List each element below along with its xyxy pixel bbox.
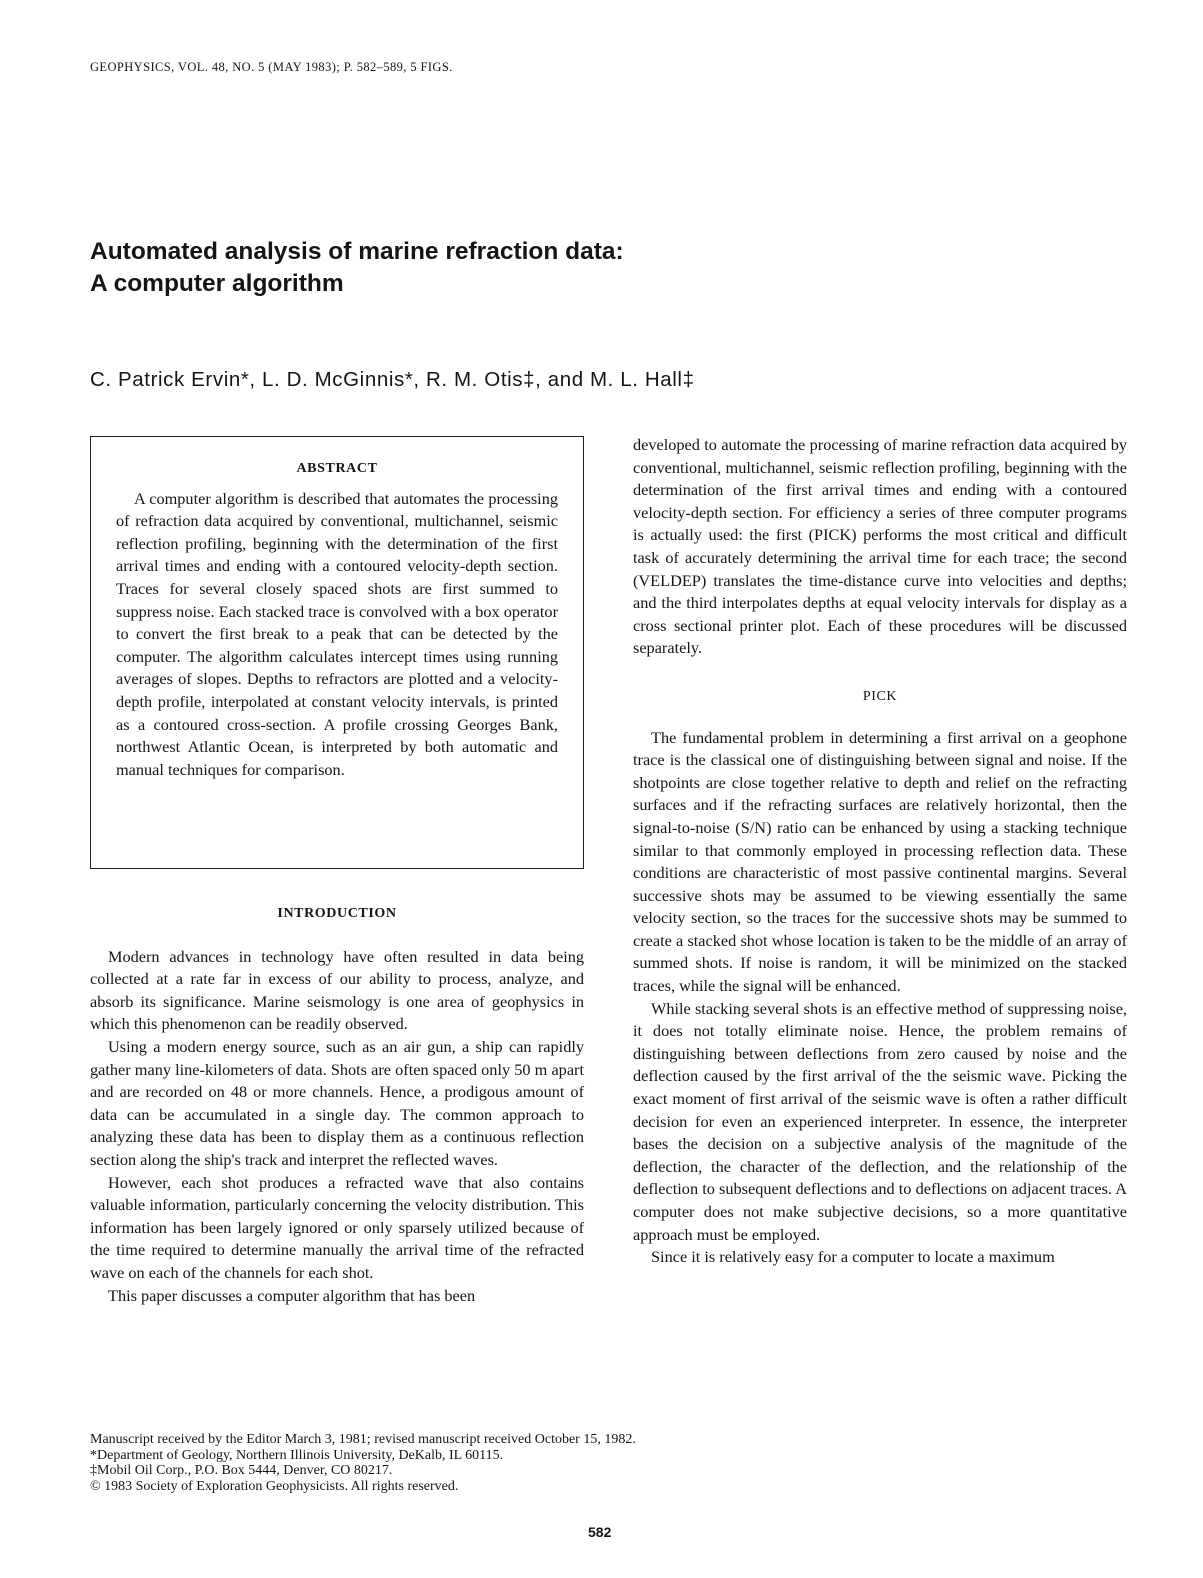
abstract-text: A computer algorithm is described that automates the processing of refraction data acquired by conventional, multichannel, seismic reflection profiling, beginning with the determination of the first arrival times and ending with a contoured velocity-depth section. Traces for several closely spaced shots are first summed to suppress noise. Each stacked trace is convolved with a box operator to convert the first break to a peak that can be detected by the computer. The algorithm calculates intercept times using running averages of slopes. Depths to refractors are plotted and a velocity-depth profile, interpolated at constant velocity intervals, is printed as a contoured cross-section. A profile crossing Georges Bank, northwest Atlantic Ocean, is interpreted by both automatic and manual techniques for comparison. xyxy=(116,488,558,779)
footnote-manuscript: Manuscript received by the Editor March 3, 1981; revised manuscript received October 15, 1982. xyxy=(90,1432,636,1447)
pick-paragraph: Since it is relatively easy for a computer to locate a maximum xyxy=(651,1247,1055,1267)
abstract-box xyxy=(90,436,584,869)
page-number: 582 xyxy=(588,1524,612,1540)
title-line-1: Automated analysis of marine refraction data: xyxy=(90,238,624,265)
running-head: GEOPHYSICS, VOL. 48, NO. 5 (MAY 1983); P. 582–589, 5 FIGS. xyxy=(90,60,453,74)
continuation-paragraph: developed to automate the processing of marine refraction data acquired by conventional, multichannel, seismic reflection profiling, beginning with the determination of the first arrival times and ending with a contoured velocity-depth section. For efficiency a series of three computer programs is actually used: the first (PICK) performs the most critical and difficult task of accurately determining the arrival time for each trace; the second (VELDEP) translates the time-distance curve into velocities and depths; and the third interpolates depths at equal velocity intervals for display as a cross sectional printer plot. Each of these procedures will be discussed separately. xyxy=(633,435,1127,658)
footnotes xyxy=(90,1432,636,1494)
intro-paragraph: This paper discusses a computer algorithm that has been xyxy=(108,1285,476,1305)
article-title xyxy=(90,236,890,300)
introduction-heading: INTRODUCTION xyxy=(277,906,397,921)
footnote-affiliation-mobil: ‡Mobil Oil Corp., P.O. Box 5444, Denver, CO 80217. xyxy=(90,1463,393,1478)
intro-paragraph: Using a modern energy source, such as an air gun, a ship can rapidly gather many line-kilometers of data. Shots are often spaced only 50 m apart and are recorded on 48 or more channels. Hence, a prodigous amount of data can be accumulated in a single day. The common approach to analyzing these data has been to display them as a continuous reflection section along the ship's track and interpret the reflected waves. xyxy=(90,1036,584,1169)
pick-paragraph: The fundamental problem in determining a first arrival on a geophone trace is the classical one of distinguishing between signal and noise. If the shotpoints are close together relative to depth and relief on the refracting surfaces and if the refracting surfaces are relatively horizontal, then the signal-to-noise (S/N) ratio can be enhanced by using a stacking technique similar to that commonly employed in processing reflection data. These conditions are characteristic of most passive continental margins. Several successive shots may be assumed to be viewing essentially the same velocity section, so the traces for the successive shots may be summed to create a stacked shot whose location is taken to be the middle of an array of summed shots. If noise is random, it will be minimized on the stacked traces, while the signal will be enhanced. xyxy=(633,727,1127,996)
left-column xyxy=(90,436,584,1307)
right-column xyxy=(633,434,1127,1269)
intro-paragraph: However, each shot produces a refracted wave that also contains valuable information, particularly concerning the velocity distribution. This information has been largely ignored or only sparsely utilized because of the time required to determine manually the arrival time of the refracted wave on each of the channels for each shot. xyxy=(90,1172,584,1282)
pick-paragraph: While stacking several shots is an effective method of suppressing noise, it does not totally eliminate noise. Hence, the problem remains of distinguishing between deflections from zero caused by noise and the deflection caused by the first arrival of the the seismic wave. Picking the exact moment of first arrival of the seismic wave is often a rather difficult decision for even an experienced interpreter. In essence, the interpreter bases the decision on a subjective analysis of the magnitude of the deflection, the character of the deflection, and the relationship of the deflection to subsequent deflections and to deflections on adjacent traces. A computer does not make subjective decisions, so a more quantitative approach must be employed. xyxy=(633,998,1127,1244)
intro-paragraph: Modern advances in technology have often resulted in data being collected at a rate far in excess of our ability to process, analyze, and absorb its significance. Marine seismology is one area of geophysics in which this phenomenon can be readily observed. xyxy=(90,946,584,1034)
author-list: C. Patrick Ervin*, L. D. McGinnis*, R. M. Otis‡, and M. L. Hall‡ xyxy=(90,368,695,391)
pick-heading: PICK xyxy=(862,688,898,704)
footnote-copyright: © 1983 Society of Exploration Geophysicists. All rights reserved. xyxy=(90,1478,459,1494)
title-line-2: A computer algorithm xyxy=(90,270,344,297)
abstract-heading: ABSTRACT xyxy=(296,461,378,476)
footnote-affiliation-niu: *Department of Geology, Northern Illinois University, DeKalb, IL 60115. xyxy=(90,1447,504,1463)
